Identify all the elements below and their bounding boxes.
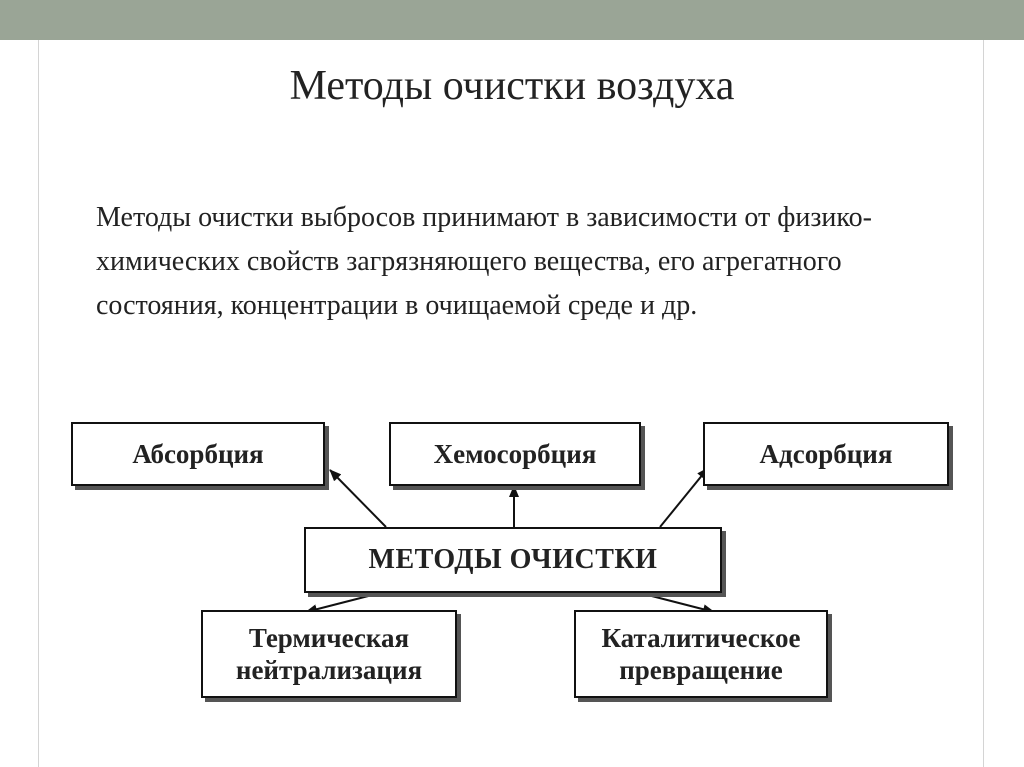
node-absorption: Абсорбция [71, 422, 325, 486]
catalytic-line1: Каталитическое [601, 623, 801, 653]
node-catalytic-conversion [574, 610, 828, 698]
slide-title: Методы очистки воздуха [289, 63, 735, 109]
node-adsorption: Адсорбция [703, 422, 949, 486]
slide-frame [38, 40, 984, 767]
node-chemosorption: Хемосорбция [389, 422, 641, 486]
intro-paragraph: Методы очистки выбросов принимают в зависимости от физико-химических свойств загрязняющего вещества, его агрегатного состояния, концентрации в очищаемой среде и др. [96, 202, 872, 321]
node-methods-center: МЕТОДЫ ОЧИСТКИ [304, 527, 722, 593]
node-thermal-neutralization [201, 610, 457, 698]
thermal-line1: Термическая [248, 623, 410, 653]
top-bar [0, 0, 1024, 40]
catalytic-line2: превращение [619, 655, 783, 685]
thermal-line2: нейтрализация [235, 655, 423, 685]
